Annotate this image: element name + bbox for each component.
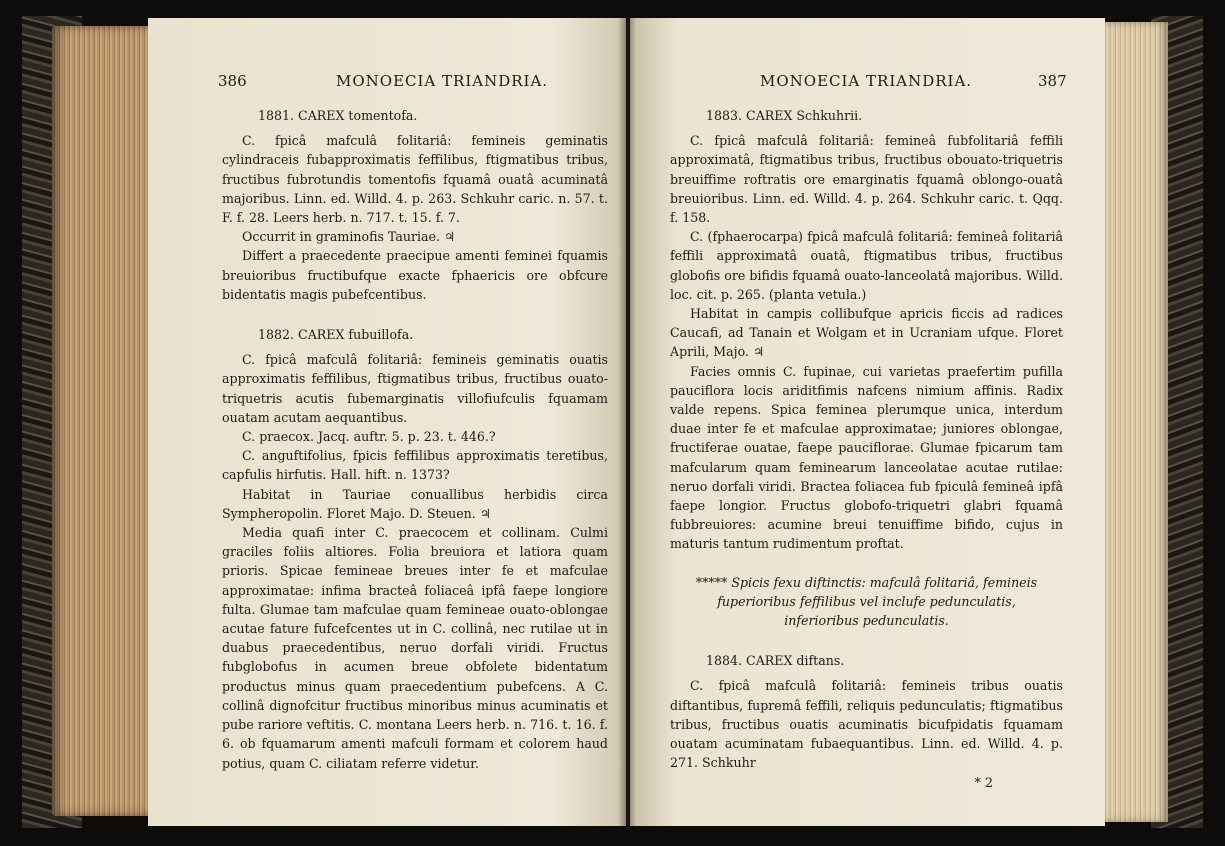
right-page-header (630, 72, 1105, 96)
page-number-left: 386 (218, 72, 247, 90)
body-paragraph: C. anguftifolius, fpicis feffilibus approximatis teretibus, capfulis hirfutis. Hall. hift. n. 1373? (222, 448, 608, 483)
body-paragraph: Differt a praecedente praecipue amenti feminei fquamis breuioribus fructibufque exacte fphaericis ore obfcure bidentatis magis pubefcentibus. (222, 248, 608, 302)
body-paragraph: Habitat in Tauriae conuallibus herbidis circa Sympheropolin. Floret Majo. D. Steuen. ♃ (222, 486, 608, 521)
running-head-left: MONOECIA TRIANDRIA. (336, 72, 549, 90)
page-edges-left (52, 26, 152, 816)
right-page (630, 18, 1105, 826)
running-head-right: MONOECIA TRIANDRIA. (760, 72, 973, 90)
right-page-text (670, 104, 1063, 792)
paragraph-spacer (670, 630, 1063, 649)
species-heading: 1883. CAREX Schkuhrii. (706, 108, 863, 123)
body-paragraph: Media quafi inter C. praecocem et collinam. Culmi graciles foliis altiores. Folia breuiora et latiora quam prioris. Spicae femineae breues inter fe et mafculae approximatae: infima bracteâ foliaceâ ipfâ faepe longiore fulta. Glumae tam mafculae quam femineae ouato-oblongae acutae fature fufcefcentes ut in C. collinâ, nec rutilae ut in duabus praecedentibus, neruo dorfali viridi. Fructus fubglobofus in acumen breue obfolete bidentatum productus minus quam praecedentium pubefcens. A C. collinâ dignofcitur fructibus minoribus minus acuminatis et pube rariore veftitis. C. montana Leers herb. n. 716. t. 16. f. 6. ob fquamarum amenti mafculi formam et colorem haud potius, quam C. ciliatam referre videtur. (222, 525, 608, 771)
body-paragraph: Habitat in campis collibufque apricis ficcis ad radices Caucafi, ad Tanain et Wolgam et in Ucraniam ufque. Floret Aprili, Majo. ♃ (670, 306, 1063, 360)
signature-mark: * 2 (974, 774, 993, 790)
section-heading: ***** Spicis fexu diftinctis: mafculâ folitariâ, femineis fuperioribus feffilibus vel inclufe pedunculatis, inferioribus pedunculatis. (695, 574, 1038, 629)
body-paragraph: C. fpicâ mafculâ folitariâ: femineis geminatis cylindraceis fubapproximatis feffilibus, ftigmatibus tribus, fructibus fubrotundis tomentofis fquamâ ouatâ acuminatâ majoribus. Linn. ed. Willd. 4. p. 263. Schkuhr caric. n. 57. t. F. f. 28. Leers herb. n. 717. t. 15. f. 7. (222, 133, 608, 226)
body-paragraph: C. fpicâ mafculâ folitariâ: femineis geminatis ouatis approximatis feffilibus, ftigmatibus tribus, fructibus ouato-triquetris acutis fubemarginatis villofiufculis fquamam ouatam acutam aequantibus. (222, 352, 608, 425)
body-paragraph: Occurrit in graminofis Tauriae. ♃ (242, 229, 456, 245)
page-edges-right (1098, 22, 1168, 822)
body-paragraph: C. (fphaerocarpa) fpicâ mafculâ folitariâ: femineâ folitariâ feffili approximatâ ouatâ, ftigmatibus tribus, fructibus globofis ore bifidis fquamâ ouato-lanceolatâ majoribus. Willd. loc. cit. p. 265. (planta vetula.) (670, 229, 1063, 302)
body-paragraph: C. praecox. Jacq. auftr. 5. p. 23. t. 446.? (242, 429, 496, 445)
body-paragraph: Facies omnis C. fupinae, cui varietas praefertim pufilla pauciflora locis ariditfimis nafcens nimium affinis. Radix valde repens. Spica feminea plerumque unica, interdum duae inter fe et mafculae approximatae; juniores oblongae, fructiferae ouatae, faepe pauciflorae. Glumae fpicarum tam mafcularum quam feminearum lanceolatae acutae rutilae: neruo dorfali viridi. Bractea foliacea fub fpiculâ femineâ ipfâ faepe longior. Fructus globofo-triquetri glabri fquamâ fubbreuiores: acumine breui tenuiffime bifido, cujus in maturis tantum rudimentum proftat. (670, 363, 1063, 552)
page-number-right: 387 (1038, 72, 1067, 90)
paragraph-spacer (222, 304, 608, 323)
species-heading: 1881. CAREX tomentofa. (258, 108, 418, 123)
species-heading: 1882. CAREX fubuillofa. (258, 327, 414, 343)
body-paragraph: C. fpicâ mafculâ folitariâ: femineâ fubfolitariâ feffili approximatâ, ftigmatibus tribus, fructibus obouato-triquetris breuiffime roftratis ore emarginatis fquamâ oblongo-ouatâ breuioribus. Linn. ed. Willd. 4. p. 264. Schkuhr caric. t. Qqq. f. 158. (670, 133, 1063, 226)
species-heading: 1884. CAREX diftans. (706, 653, 845, 669)
paragraph-spacer (670, 554, 1063, 573)
book-gutter (618, 18, 636, 826)
left-page (148, 18, 626, 826)
left-page-header (148, 72, 626, 96)
left-page-text (222, 104, 608, 773)
body-paragraph: C. fpicâ mafculâ folitariâ: femineis tribus ouatis diftantibus, fupremâ feffili, reliquis pedunculatis; ftigmatibus tribus, fructibus ouatis acuminatis bicufpidatis fquamam ouatam acuminatam fubaequantibus. Linn. ed. Willd. 4. p. 271. Schkuhr (670, 678, 1063, 771)
